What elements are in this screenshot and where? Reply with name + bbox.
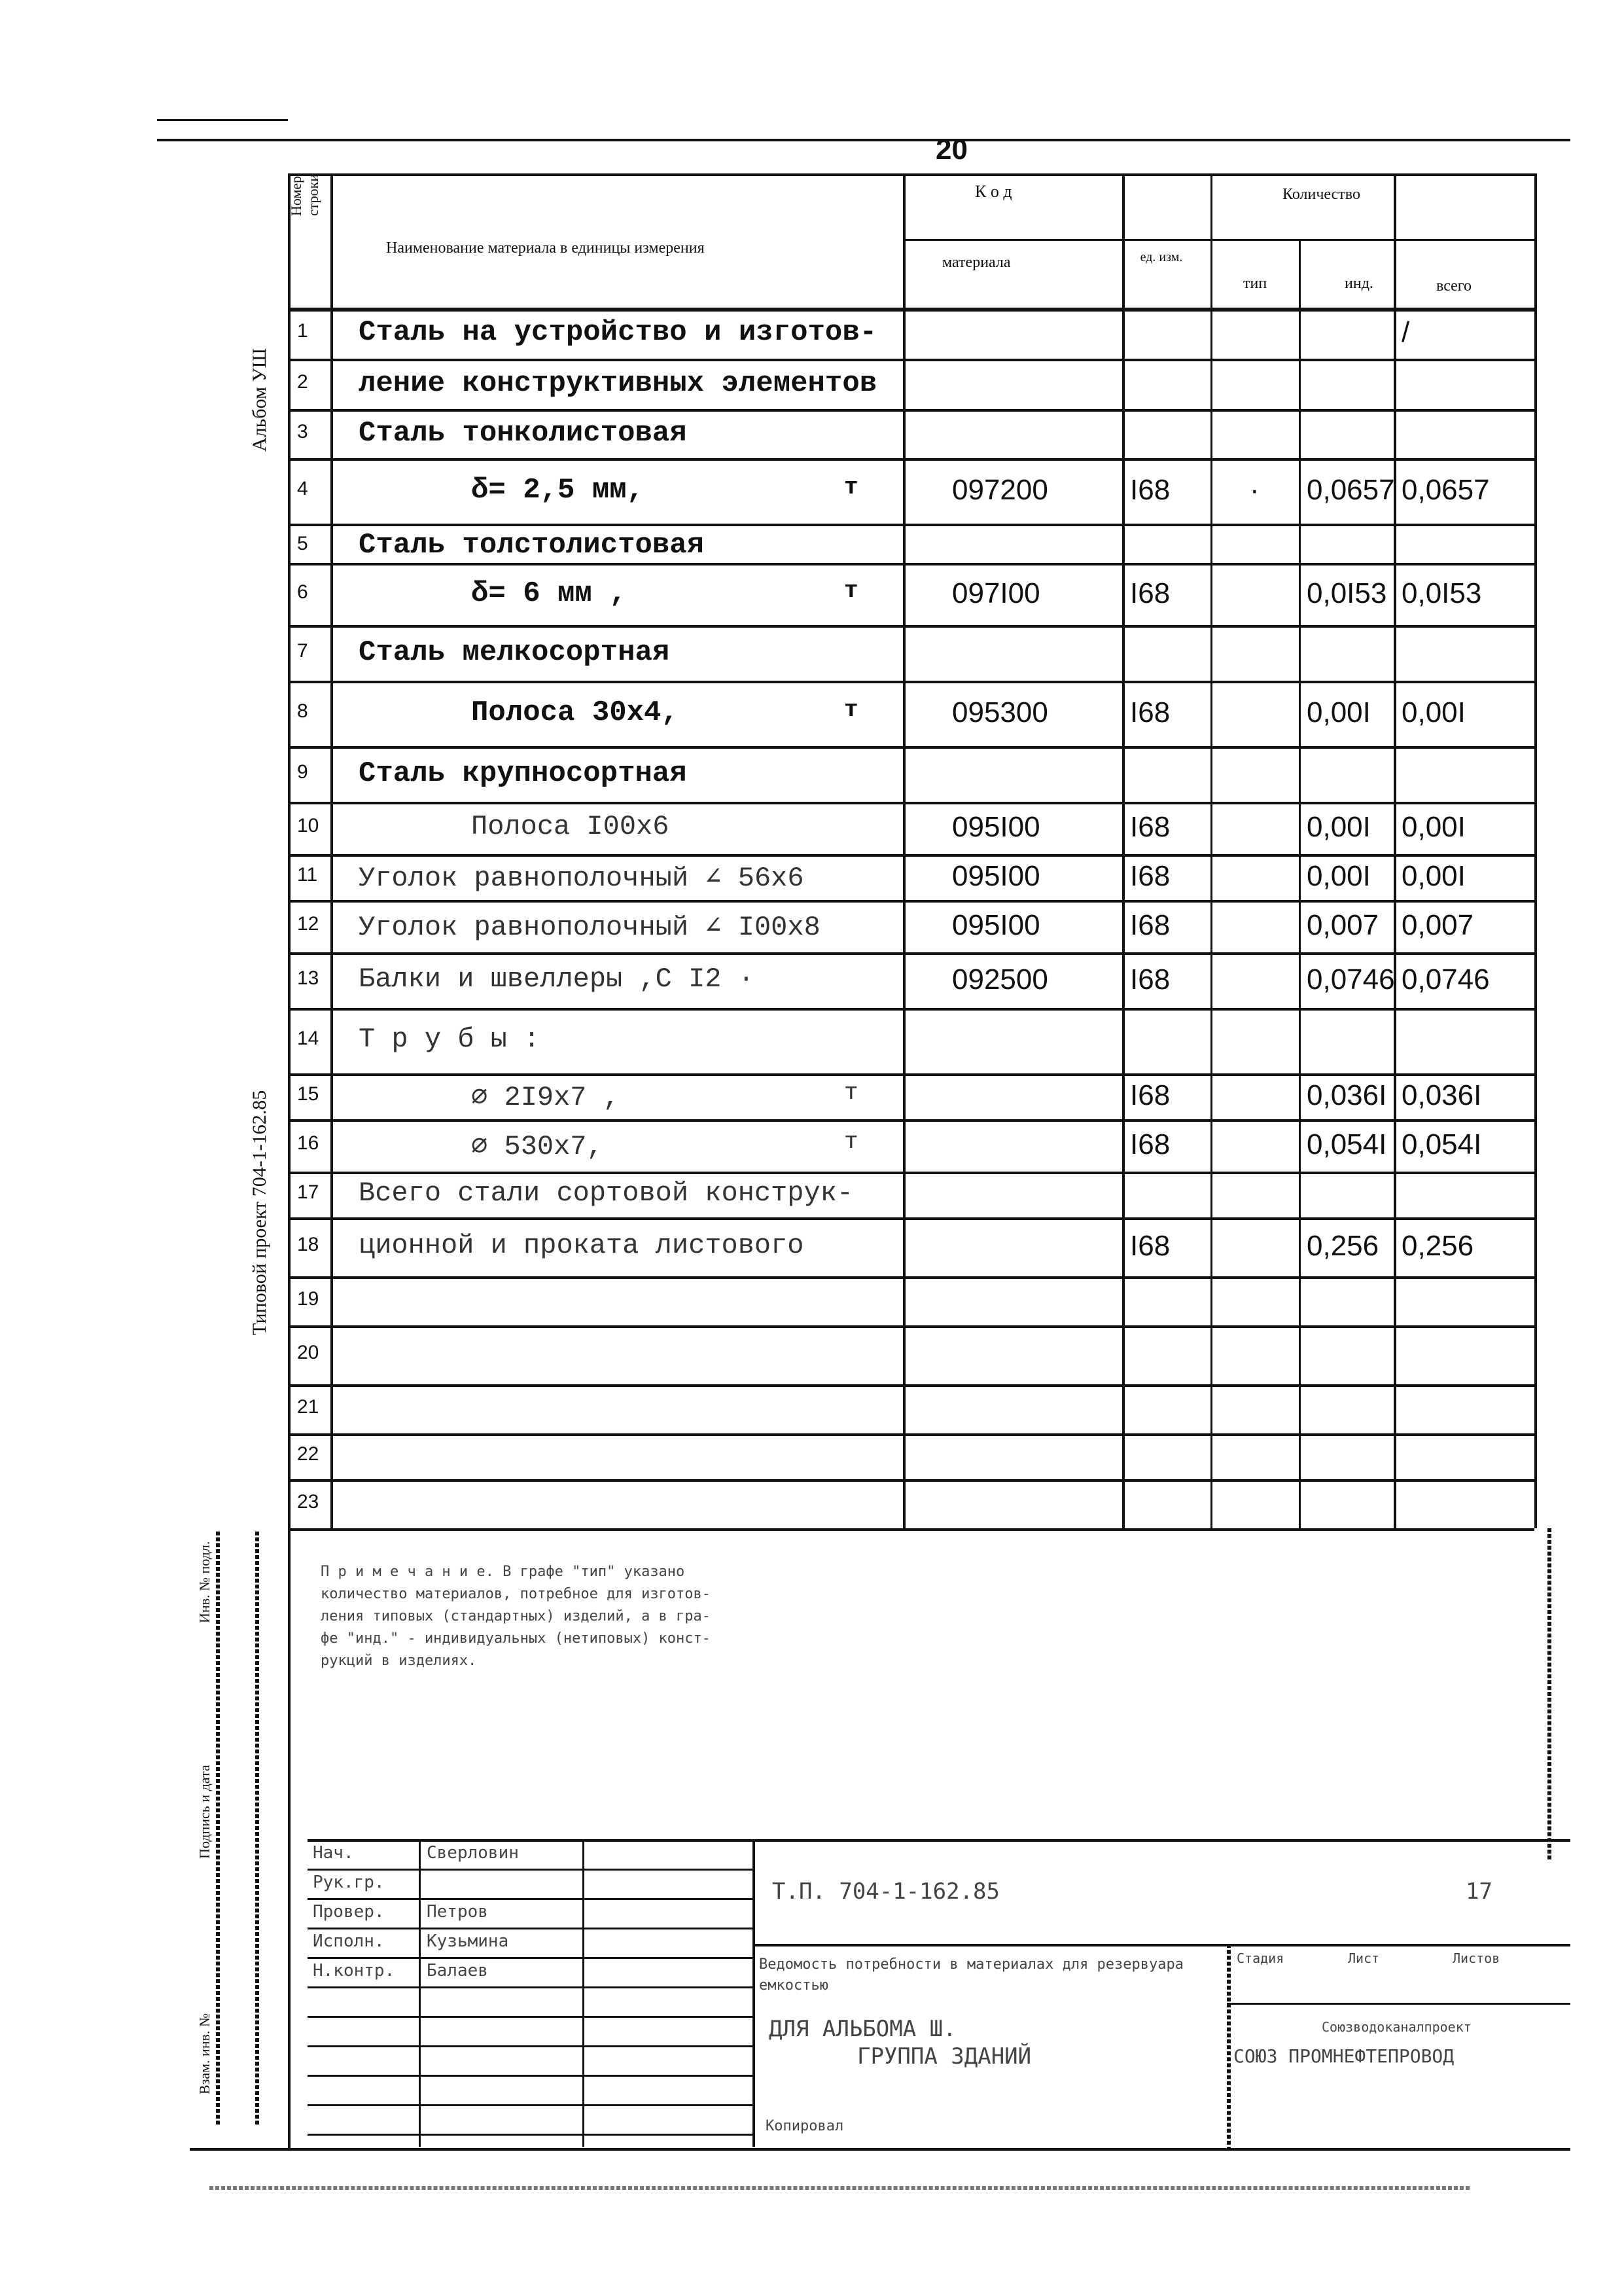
stamp-row-divider (308, 1928, 752, 1929)
qty-total: 0,0746 (1402, 963, 1490, 996)
material-name: ∅ 530х7, (471, 1131, 603, 1162)
row-number: 2 (297, 370, 308, 393)
stamp-person: Сверловин (427, 1843, 519, 1863)
qty-ind: 0,0746 (1307, 963, 1395, 996)
row-number: 11 (297, 864, 318, 886)
stamp-code-right: 17 (1466, 1878, 1492, 1905)
row-number: 8 (297, 700, 308, 722)
stamp-title-divider (752, 1944, 1570, 1946)
side-stamp-col-3: Взам. инв. № (196, 2013, 213, 2094)
bottom-rule (190, 2148, 1570, 2151)
row-number: 16 (297, 1132, 319, 1154)
stamp-sheets-label: Листов (1453, 1950, 1500, 1966)
qty-total: 0,00I (1402, 811, 1466, 843)
qty-total: 0,00I (1402, 696, 1466, 728)
material-code: 092500 (952, 963, 1048, 996)
row-number: 7 (297, 639, 308, 662)
qty-total: / (1402, 316, 1410, 348)
stamp-row-divider (308, 2016, 752, 2018)
row-divider (288, 746, 1534, 749)
side-stamp-col-1: Инв. № подл. (196, 1541, 213, 1623)
stamp-row-divider (308, 1986, 752, 1988)
stamp-row-divider (308, 2045, 752, 2047)
side-stamp-col-2: Подпись и дата (196, 1765, 213, 1859)
copied-by-label: Копировал (766, 2118, 844, 2134)
album-label: Альбом УШ (249, 348, 270, 452)
material-name: Уголок равнополочный ∠ 56х6 (359, 863, 804, 894)
qty-ind: 0,256 (1307, 1230, 1379, 1262)
material-code: 095300 (952, 696, 1048, 728)
qty-ind: 0,0I53 (1307, 577, 1387, 609)
header-unit: ед. изм. (1140, 250, 1183, 264)
material-name: Полоса I00х6 (471, 811, 669, 842)
header-ind: инд. (1345, 275, 1373, 292)
qty-ind: 0,036I (1307, 1079, 1387, 1111)
row-number: 13 (297, 967, 319, 989)
unit-code: I68 (1130, 474, 1171, 506)
header-typ: тип (1243, 275, 1267, 292)
unit-of-measure: т (844, 474, 858, 501)
qty-total: 0,0I53 (1402, 577, 1482, 609)
row-divider (288, 1479, 1534, 1482)
stamp-title-2: ДЛЯ АЛЬБОМА Ш. (769, 2016, 957, 2042)
stamp-mid-divider (752, 1839, 755, 2147)
row-divider (288, 359, 1534, 361)
qty-total: 0,256 (1402, 1230, 1474, 1262)
material-name: Сталь крупносортная (359, 757, 687, 790)
material-name: Всего стали сортовой конструк- (359, 1177, 854, 1209)
top-rule-fragment (157, 119, 288, 121)
material-name: δ= 6 мм , (471, 577, 627, 610)
col-typ-divider (1299, 239, 1301, 1528)
qty-ind: 0,00I (1307, 696, 1371, 728)
unit-code: I68 (1130, 909, 1171, 941)
stamp-org-divider (1227, 2003, 1570, 2005)
header-material: материала (942, 254, 1011, 271)
stamp-org-small: Союзводоканалпроект (1322, 2019, 1472, 2035)
qty-total: 0,054I (1402, 1128, 1482, 1160)
note-block (321, 1561, 962, 1672)
header-name: Наименование материала в единицы измерения (386, 240, 705, 257)
row-number: 19 (297, 1287, 319, 1310)
unit-code: I68 (1130, 1079, 1171, 1111)
qty-total: 0,007 (1402, 909, 1474, 941)
row-divider (288, 854, 1534, 857)
stamp-person: Кузьмина (427, 1931, 509, 1951)
row-number: 21 (297, 1395, 319, 1418)
top-rule (157, 139, 1570, 141)
row-divider (288, 409, 1534, 412)
stamp-stage-label: Стадия (1237, 1950, 1284, 1966)
stamp-row-divider (308, 2134, 752, 2136)
stamp-col-name (582, 1839, 584, 2147)
qty-total: 0,00I (1402, 860, 1466, 892)
row-divider (288, 524, 1534, 526)
header-subdivider (903, 239, 1534, 241)
stamp-right-divider (1227, 1944, 1231, 2151)
row-divider (288, 1528, 1534, 1531)
side-stamp-border-right (255, 1532, 259, 2125)
header-code: К о д (975, 182, 1012, 201)
unit-code: I68 (1130, 963, 1171, 996)
row-divider (288, 1008, 1534, 1011)
stamp-title-1: Ведомость потребности в материалах для резервуара емкостью (759, 1956, 1184, 1994)
row-divider (288, 1217, 1534, 1220)
table-right-border (1534, 173, 1537, 1528)
material-name: Балки и швеллеры ,С I2 · (359, 963, 754, 995)
row-divider (288, 563, 1534, 565)
row-divider (288, 1433, 1534, 1436)
stamp-org: СОЮЗ ПРОМНЕФТЕПРОВОД (1233, 2045, 1455, 2067)
material-code: 095I00 (952, 811, 1040, 843)
material-code: 097200 (952, 474, 1048, 506)
row-number: 3 (297, 420, 308, 442)
material-name: Сталь мелкосортная (359, 636, 670, 669)
row-divider (288, 1172, 1534, 1174)
note-line: ления типовых (стандартных) изделий, а в гра- (321, 1608, 711, 1624)
material-name: Сталь толстолистовая (359, 529, 705, 562)
row-number: 23 (297, 1490, 319, 1513)
stamp-role: Н.контр. (313, 1961, 395, 1981)
material-name: ционной и проката листового (359, 1230, 804, 1261)
header-row-no: Номер строки (288, 173, 321, 216)
stamp-sheet-label: Лист (1348, 1950, 1380, 1966)
row-divider (288, 952, 1534, 955)
material-name: ∅ 2I9х7 , (471, 1082, 620, 1113)
unit-code: I68 (1130, 860, 1171, 892)
unit-of-measure: т (844, 1128, 858, 1155)
unit-code: I68 (1130, 1230, 1171, 1262)
row-number: 5 (297, 533, 308, 554)
row-number: 10 (297, 815, 319, 836)
row-divider (288, 1276, 1534, 1279)
stamp-role: Рук.гр. (313, 1873, 385, 1892)
page-number: 20 (936, 134, 968, 166)
row-number: 1 (297, 320, 308, 342)
bottom-dashed-rule (209, 2186, 1470, 2190)
note-right-border (1547, 1528, 1551, 1859)
row-divider (288, 458, 1534, 461)
stamp-role: Провер. (313, 1902, 385, 1922)
row-number: 14 (297, 1028, 319, 1049)
unit-of-measure: т (844, 1079, 858, 1106)
stamp-title-3: ГРУППА ЗДАНИЙ (857, 2043, 1032, 2070)
material-code: 095I00 (952, 909, 1040, 941)
stamp-row-divider (308, 1957, 752, 1959)
row-number: 18 (297, 1234, 319, 1255)
table-top-border (288, 173, 1534, 176)
row-number: 6 (297, 581, 308, 603)
row-number: 17 (297, 1181, 319, 1203)
row-number: 20 (297, 1342, 319, 1363)
qty-ind: 0,0657 (1307, 474, 1395, 506)
row-divider (288, 625, 1534, 628)
stamp-row-divider (308, 1898, 752, 1900)
project-label: Типовой проект 704-1-162.85 (249, 1090, 270, 1335)
qty-total: 0,0657 (1402, 474, 1490, 506)
note-line: рукций в изделиях. (321, 1653, 477, 1669)
qty-ind: 0,054I (1307, 1128, 1387, 1160)
row-number: 15 (297, 1083, 319, 1105)
unit-of-measure: т (844, 577, 858, 604)
unit-code: I68 (1130, 696, 1171, 728)
row-divider (288, 900, 1534, 903)
note-line: фе "инд." - индивидуальных (нетиповых) конст- (321, 1630, 711, 1647)
stamp-person: Балаев (427, 1961, 488, 1981)
row-divider (288, 1073, 1534, 1076)
unit-code: I68 (1130, 577, 1171, 609)
unit-of-measure: т (844, 696, 858, 723)
material-name: Сталь на устройство и изготов- (359, 316, 877, 349)
unit-code: I68 (1130, 811, 1171, 843)
row-number: 12 (297, 913, 319, 935)
qty-typ: · (1250, 474, 1260, 506)
row-number: 9 (297, 761, 308, 783)
row-divider (288, 1325, 1534, 1328)
row-divider (288, 1384, 1534, 1387)
note-left-border (288, 1528, 291, 2150)
material-name: ление конструктивных элементов (359, 367, 877, 400)
row-divider (288, 802, 1534, 804)
material-name: Сталь тонколистовая (359, 416, 687, 450)
stamp-row-divider (308, 1869, 752, 1871)
qty-total: 0,036I (1402, 1079, 1482, 1111)
row-divider (288, 681, 1534, 683)
row-divider (288, 1119, 1534, 1122)
stamp-row-divider (308, 1839, 752, 1841)
material-name: Полоса 30х4, (471, 696, 679, 729)
stamp-code: Т.П. 704-1-162.85 (772, 1878, 1000, 1905)
material-name: Т р у б ы : (359, 1024, 540, 1055)
stamp-person: Петров (427, 1902, 488, 1922)
material-name: Уголок равнополочный ∠ I00х8 (359, 912, 821, 943)
note-line: количество материалов, потребное для изготов- (321, 1586, 711, 1602)
material-code: 095I00 (952, 860, 1040, 892)
material-name: δ= 2,5 мм, (471, 474, 644, 507)
qty-ind: 0,007 (1307, 909, 1379, 941)
header-quantity: Количество (1282, 186, 1360, 203)
row-number: 4 (297, 478, 308, 499)
side-stamp-border-left (216, 1532, 220, 2125)
unit-code: I68 (1130, 1128, 1171, 1160)
stamp-role: Нач. (313, 1843, 354, 1863)
header-total: всего (1436, 278, 1472, 295)
note-line: П р и м е ч а н и е. В графе "тип" указано (321, 1564, 685, 1580)
header-bottom-border (288, 308, 1534, 312)
material-code: 097I00 (952, 577, 1040, 609)
stamp-col-role (419, 1839, 421, 2147)
qty-ind: 0,00I (1307, 811, 1371, 843)
stamp-row-divider (308, 2104, 752, 2106)
qty-ind: 0,00I (1307, 860, 1371, 892)
stamp-row-divider (308, 2075, 752, 2077)
stamp-role: Исполн. (313, 1931, 385, 1951)
row-number: 22 (297, 1443, 319, 1465)
